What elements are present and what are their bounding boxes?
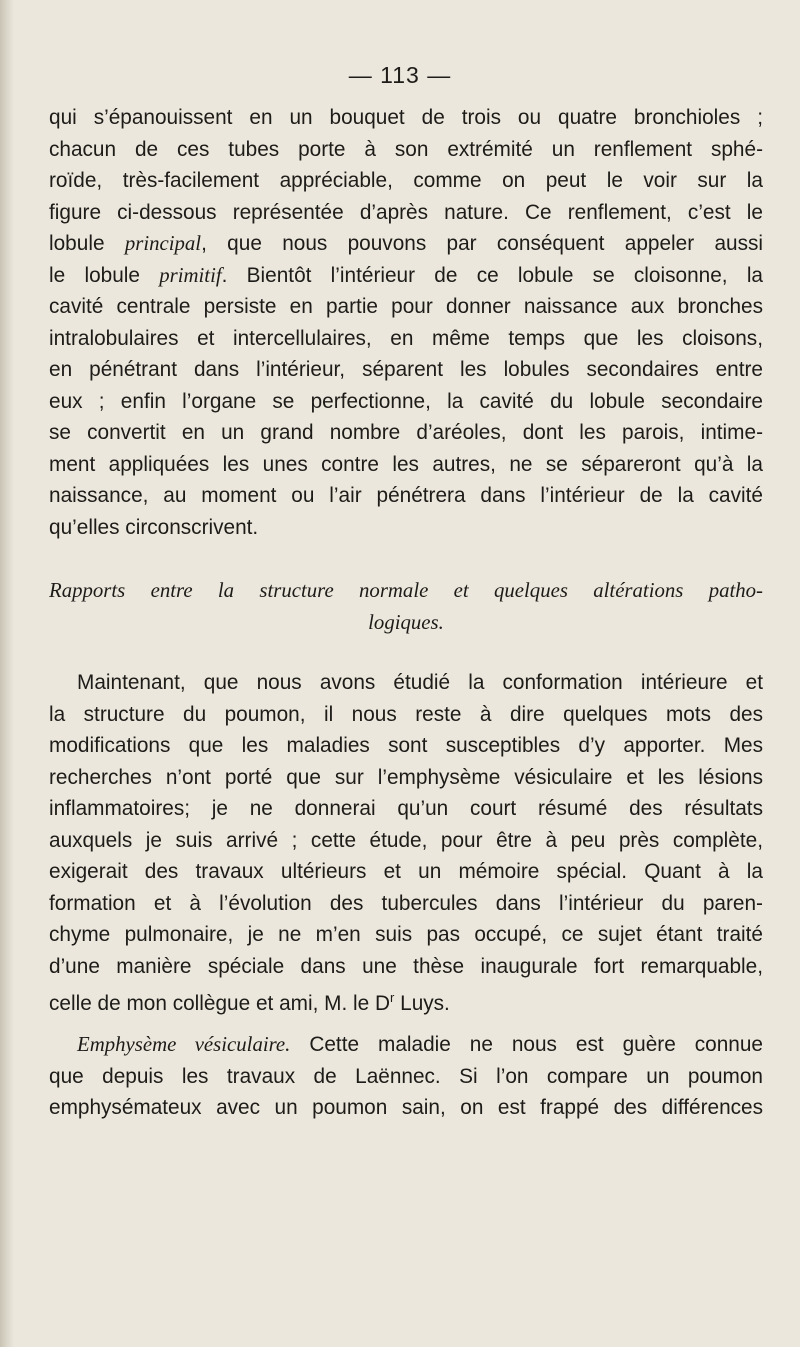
text-line: cavité centrale persiste en partie pour donner naissance aux bronches: [49, 295, 763, 318]
section-heading: [49, 575, 763, 638]
text-line: naissance, au moment ou l’air pénétrera dans l’intérieur de la cavité: [49, 484, 763, 507]
text-run: . Bientôt l’intérieur de ce lobule se cloisonne, la: [221, 263, 763, 287]
paragraph: [49, 667, 763, 1019]
text-line: chyme pulmonaire, je ne m’en suis pas occupé, ce sujet étant traité: [49, 923, 763, 946]
heading-line: Rapports entre la structure normale et quelques altérations patho-: [49, 579, 763, 602]
text-line: [49, 260, 763, 292]
text-line: chacun de ces tubes porte à son extrémité un renflement sphé-: [49, 137, 763, 161]
paragraph: [49, 1029, 763, 1124]
text-run: le lobule: [49, 263, 160, 287]
paragraph-continuation: [49, 102, 763, 543]
text-line: figure ci-dessous représentée d’après nature. Ce renflement, c’est le: [49, 200, 763, 224]
text-line: roïde, très-facilement appréciable, comme on peut le voir sur la: [49, 169, 763, 192]
text-line: que depuis les travaux de Laënnec. Si l’on compare un poumon: [49, 1064, 763, 1088]
text-line: en pénétrant dans l’intérieur, séparent les lobules secondaires entre: [49, 358, 763, 381]
italic-term: primitif: [159, 263, 222, 287]
text-line: exigerait des travaux ultérieurs et un mémoire spécial. Quant à la: [49, 860, 763, 883]
text-line: emphysémateux avec un poumon sain, on est frappé des différences: [49, 1096, 763, 1119]
text-line: qui s’épanouissent en un bouquet de trois ou quatre bronchioles ;: [49, 106, 763, 129]
text-line: modifications que les maladies sont susceptibles d’y apporter. Mes: [49, 734, 763, 757]
text-line: d’une manière spéciale dans une thèse inaugurale fort remarquable,: [49, 954, 763, 978]
text-line: Maintenant, que nous avons étudié la conformation intérieure et: [77, 671, 763, 694]
page-number: — 113 —: [348, 62, 452, 88]
text-line: la structure du poumon, il nous reste à dire quelques mots des: [49, 702, 763, 726]
run-in-heading: Emphysème vésiculaire.: [77, 1033, 291, 1056]
heading-line: logiques.: [368, 610, 444, 634]
text-line: auxquels je suis arrivé ; cette étude, pour être à peu près complète,: [49, 828, 763, 852]
text-run: Cette maladie ne nous est guère connue: [290, 1033, 763, 1056]
text-line: eux ; enfin l’organe se perfectionne, la cavité du lobule secondaire: [49, 389, 763, 413]
text-run: lobule: [49, 232, 125, 255]
text-line: [49, 228, 763, 260]
text-line: se convertit en un grand nombre d’aréoles, dont les parois, intime-: [49, 421, 763, 444]
text-line: recherches n’ont porté que sur l’emphysème vésiculaire et les lésions: [49, 765, 763, 789]
text-line: formation et à l’évolution des tubercules dans l’intérieur du paren-: [49, 891, 763, 915]
text-line: qu’elles circonscrivent.: [49, 515, 259, 539]
text-run: , que nous pouvons par conséquent appeler aussi: [201, 232, 763, 255]
page-edge-shadow: [0, 0, 14, 1347]
italic-term: principal: [124, 232, 202, 255]
text-line: intralobulaires et intercellulaires, en même temps que les cloisons,: [49, 326, 763, 350]
text-line: ment appliquées les unes contre les autres, ne se sépareront qu’à la: [49, 452, 763, 476]
text-line: [49, 982, 763, 1019]
text-run: Luys.: [394, 991, 450, 1015]
text-line: [49, 1029, 763, 1061]
superscript: r: [390, 990, 395, 1005]
text-run: celle de mon collègue et ami, M. le D: [49, 991, 390, 1015]
text-line: inflammatoires; je ne donnerai qu’un court résumé des résultats: [49, 797, 763, 820]
